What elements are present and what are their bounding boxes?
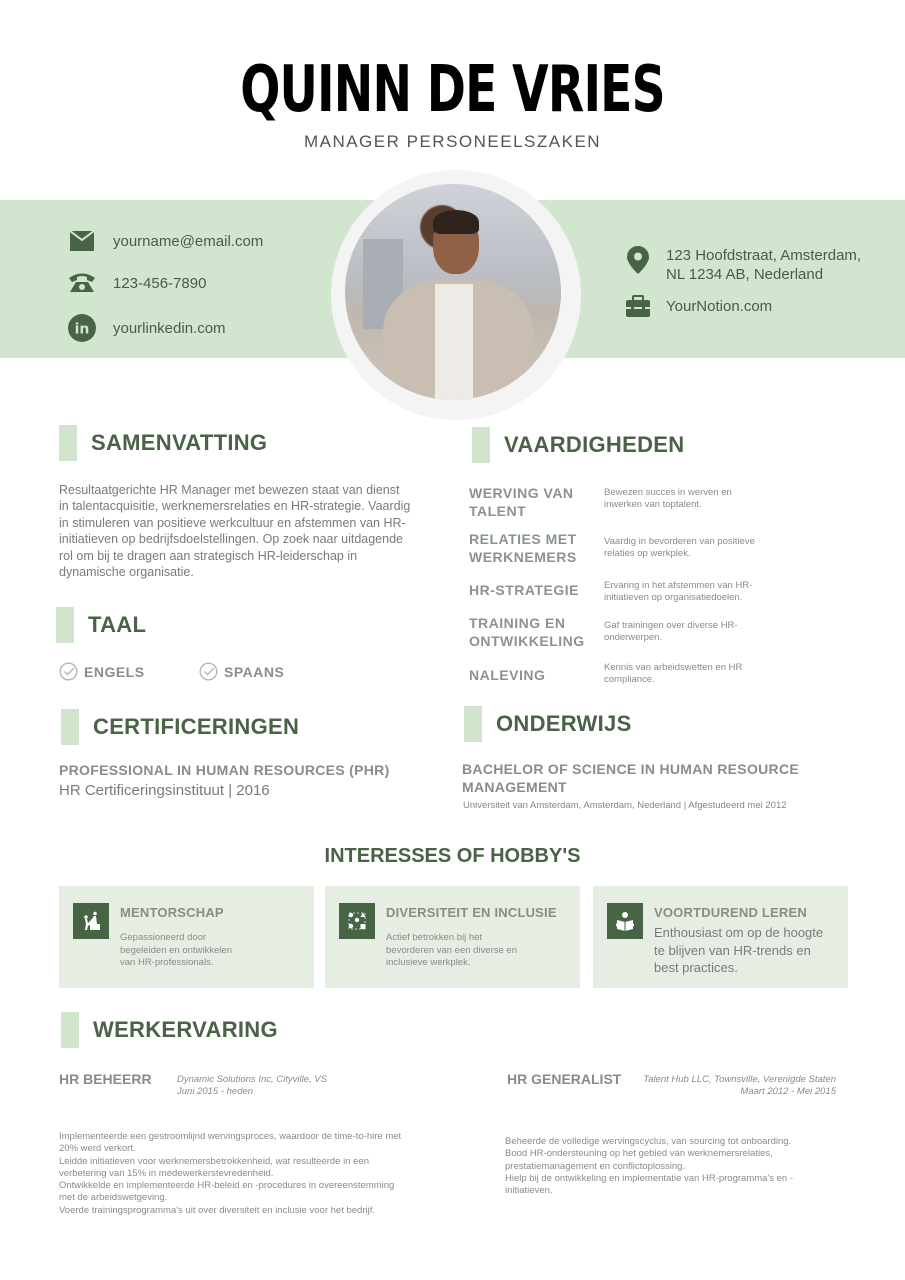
- section-title: ONDERWIJS: [496, 711, 632, 736]
- mentoring-icon: [73, 903, 109, 939]
- contact-phone[interactable]: [68, 269, 206, 297]
- heading-accent-bar: [61, 1012, 79, 1048]
- check-circle-icon: [59, 662, 78, 681]
- skill-item: TRAINING EN ONTWIKKELING Gaf trainingen over diverse HR-onderwerpen.: [469, 615, 738, 649]
- heading-accent-bar: [472, 427, 490, 463]
- linkedin-icon: [68, 314, 96, 342]
- reading-icon: [607, 903, 643, 939]
- candidate-name: QUINN DE VRIES: [240, 53, 665, 127]
- contact-email[interactable]: [68, 227, 263, 255]
- telephone-icon: [68, 269, 96, 297]
- skills-heading: [472, 427, 684, 463]
- envelope-icon: [68, 227, 96, 255]
- section-title: CERTIFICERINGEN: [93, 714, 300, 739]
- job-2-title: HR GENERALIST: [507, 1071, 622, 1087]
- heading-accent-bar: [59, 425, 77, 461]
- languages-heading: [56, 607, 146, 643]
- summary-heading: [59, 425, 267, 461]
- svg-text:in: in: [74, 321, 90, 338]
- briefcase-icon: [624, 292, 652, 320]
- section-title: TAAL: [88, 612, 147, 637]
- education-degree: BACHELOR OF SCIENCE IN HUMAN RESOURCE MANAGEMENT: [462, 761, 800, 795]
- section-title: WERKERVARING: [93, 1017, 278, 1042]
- hobby-card: DIVERSITEIT EN INCLUSIE Actief betrokken bij het bevorderen van een diverse en inclusieve werkplek.: [325, 886, 580, 988]
- heading-accent-bar: [56, 607, 74, 643]
- address-line-2: NL 1234 AB, Nederland: [666, 266, 824, 283]
- education-details: Universiteit van Amsterdam, Amsterdam, Nederland | Afgestudeerd mei 2012: [463, 800, 787, 811]
- linkedin-text: yourlinkedin.com: [113, 319, 226, 337]
- section-title: SAMENVATTING: [91, 430, 268, 455]
- contact-website[interactable]: [624, 292, 772, 320]
- contact-linkedin[interactable]: [68, 314, 226, 342]
- heading-accent-bar: [464, 706, 482, 742]
- section-title: VAARDIGHEDEN: [504, 432, 685, 457]
- hobbies-heading: INTERESSES OF HOBBY'S: [324, 845, 581, 867]
- job-title: MANAGER PERSONEELSZAKEN: [303, 132, 602, 151]
- email-text: yourname@email.com: [113, 232, 264, 250]
- experience-heading: [61, 1012, 278, 1048]
- profile-photo: [345, 184, 561, 400]
- contact-address: [624, 246, 861, 284]
- heading-accent-bar: [61, 709, 79, 745]
- hobby-card: VOORTDUREND LEREN Enthousiast om op de hoogte te blijven van HR-trends en best practices.: [593, 886, 848, 988]
- job-2-description: Beheerde de volledige wervingscyclus, van sourcing tot onboarding. Bood HR-ondersteuning op het gebied van werknemersrelaties, prestatiemanagement en conflictoplossing. Hielp bij de ontwikkeling en implementatie van HR-programma's en -initiatieven.: [505, 1136, 793, 1197]
- location-pin-icon: [624, 246, 652, 274]
- summary-text: Resultaatgerichte HR Manager met bewezen staat van dienst in talentacquisitie, werknemersrelaties en HR-strategie. Vaardig in stimuleren van positieve werkcultuur en afstemmen van HR-initiatieven op bedrijfsdoelstellingen. Op zoek naar uitdagende rol om bij te dragen aan strategisch HR-leiderschap in dynamische organisatie.: [59, 483, 411, 580]
- education-heading: [464, 706, 632, 742]
- check-circle-icon: [199, 662, 218, 681]
- language-item: SPAANS: [199, 662, 284, 681]
- job-2-meta: Talent Hub LLC, Townsville, Verenigde Staten Maart 2012 - Mei 2015: [643, 1074, 836, 1097]
- website-text: YourNotion.com: [666, 297, 773, 315]
- hobby-card: MENTORSCHAP Gepassioneerd door begeleiden en ontwikkelen van HR-professionals.: [59, 886, 314, 988]
- skill-item: RELATIES MET WERKNEMERS Vaardig in bevorderen van positieve relaties op werkplek.: [469, 531, 755, 565]
- job-1-meta: Dynamic Solutions Inc, Cityville, VS Juni 2015 - heden: [177, 1074, 327, 1097]
- skill-item: NALEVING Kennis van arbeidswetten en HR compliance.: [469, 662, 743, 685]
- address-line-1: 123 Hoofdstraat, Amsterdam,: [666, 247, 862, 264]
- job-1-description: Implementeerde een gestroomlijnd wervingsproces, waardoor de time-to-hire met 20% werd verkort. Leidde initiatieven voor werknemersbetrokkenheid, wat resulteerde in een verbetering van 15% in medewerkerstevredenheid. Ontwikkelde en implementeerde HR-beleid en -procedures in overeenstemming met de arbeidswetgeving. Voerde trainingsprogramma's uit over diversiteit en inclusie voor het bedrijf.: [59, 1131, 402, 1216]
- skill-item: WERVING VAN TALENT Bewezen succes in werven en inwerken van toptalent.: [469, 485, 732, 519]
- diversity-icon: [339, 903, 375, 939]
- phone-text: 123-456-7890: [113, 274, 207, 292]
- certification-issuer: HR Certificeringsinstituut | 2016: [59, 782, 270, 799]
- certifications-heading: [61, 709, 299, 745]
- skill-item: HR-STRATEGIE Ervaring in het afstemmen van HR-initiatieven op organisatiedoelen.: [469, 580, 753, 603]
- language-item: ENGELS: [59, 662, 145, 681]
- job-1-title: HR BEHEERR: [59, 1071, 152, 1087]
- certification-title: PROFESSIONAL IN HUMAN RESOURCES (PHR): [59, 762, 390, 778]
